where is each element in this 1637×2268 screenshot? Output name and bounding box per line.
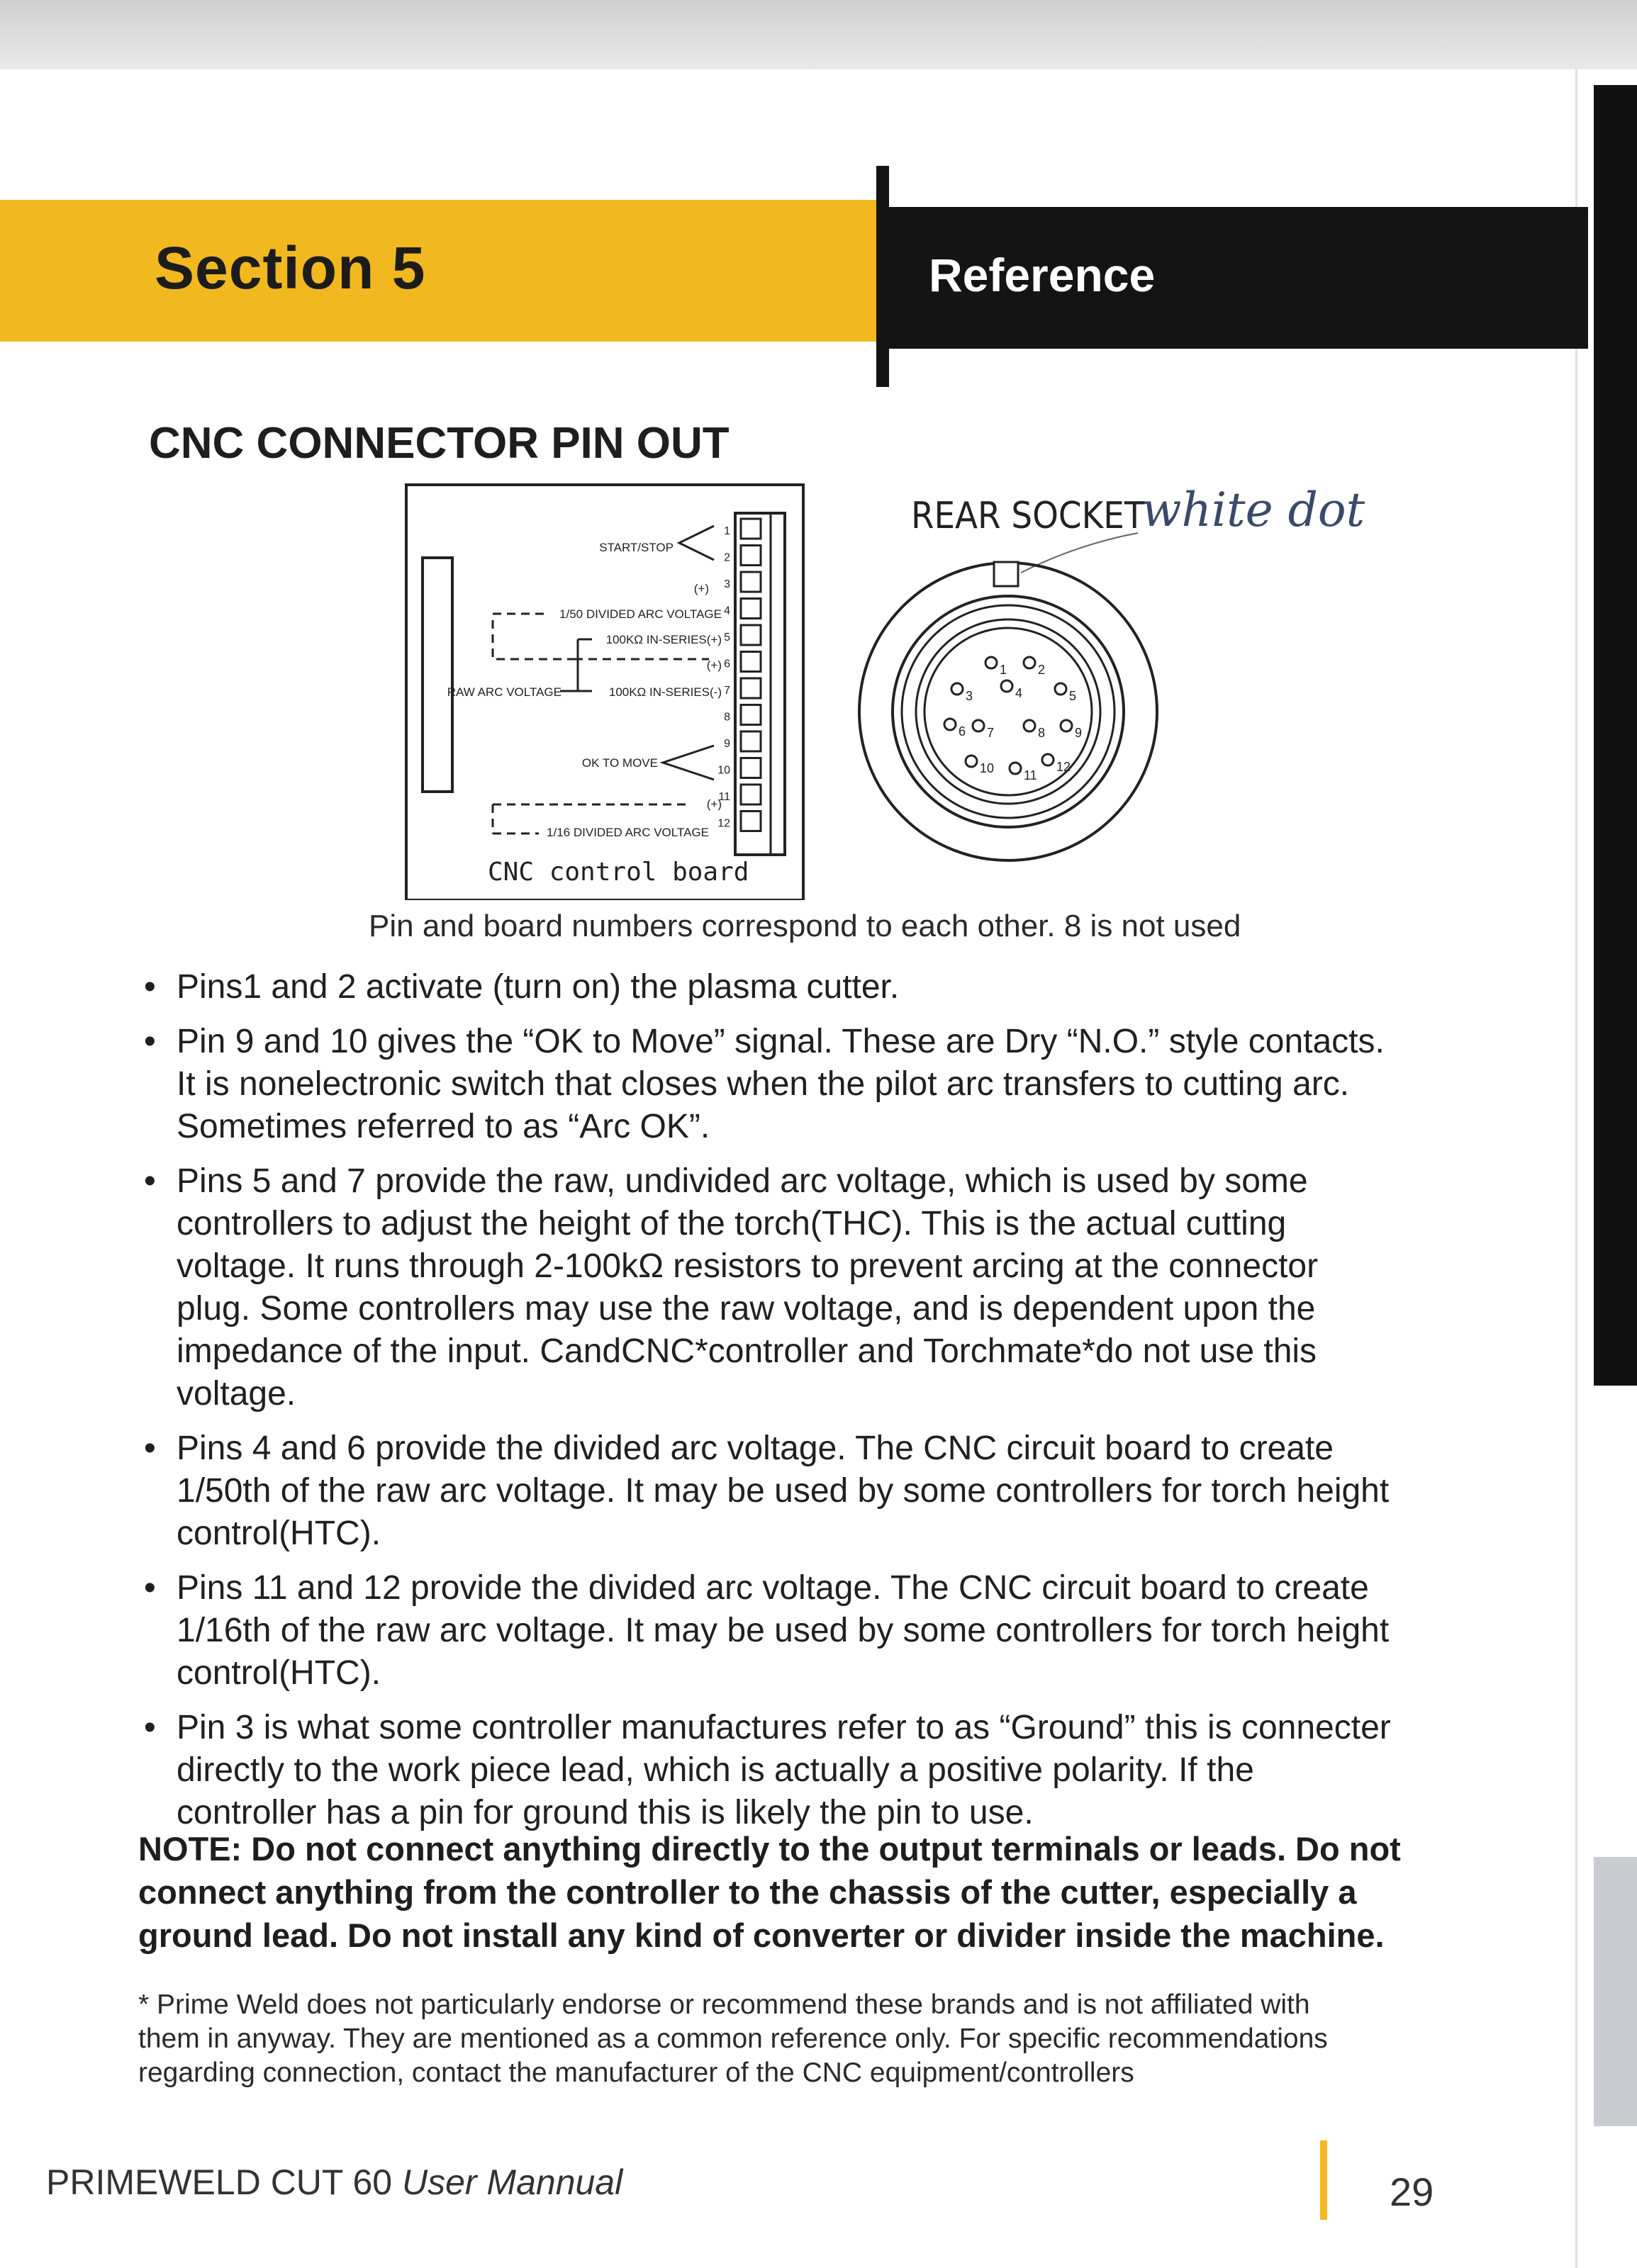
- label-plus-11: (+): [706, 797, 722, 811]
- socket-pin-number: 2: [1038, 663, 1046, 677]
- board-pin-number: 7: [724, 685, 730, 697]
- pinout-diagram: [0, 0, 1637, 900]
- terminal-pin-4: [741, 599, 761, 619]
- terminal-pin-8: [741, 705, 761, 725]
- footer-manual: User Mannual: [401, 2162, 623, 2202]
- socket-pin-9: [1061, 720, 1072, 731]
- footer-title: [46, 2162, 622, 2203]
- socket-key: [994, 562, 1018, 586]
- terminal-pin-11: [741, 785, 761, 804]
- board-pin-number: 8: [724, 711, 730, 724]
- socket-pin-number: 3: [966, 689, 973, 703]
- label-plus-3: (+): [693, 582, 709, 595]
- socket-pin-3: [951, 683, 963, 695]
- socket-pin-12: [1042, 754, 1054, 765]
- socket-pin-number: 9: [1075, 726, 1083, 740]
- scan-right-gray: [1594, 1857, 1637, 2126]
- bullet-item: • Pins 5 and 7 provide the raw, undivided arc voltage, which is used by some controllers to adjust the height of the torch(THC). This is the actual cutting voltage. It runs through 2-100kΩ resistors to prevent arcing at the connector plug. Some controllers may use the raw voltage, and is dependent upon the impedance of the input. CandCNC*controller and Torchmate*do not use this voltage.: [138, 1160, 1400, 1415]
- diagram-caption: Pin and board numbers correspond to each other. 8 is not used: [369, 909, 1241, 943]
- board-pin-number: 1: [724, 525, 730, 537]
- bullet-item: • Pins 4 and 6 provide the divided arc voltage. The CNC circuit board to create 1/50th of the raw arc voltage. It may be used by some controllers for torch height control(HTC).: [138, 1427, 1400, 1555]
- label-series-plus: 100KΩ IN-SERIES(+): [605, 633, 722, 646]
- socket-pin-number: 5: [1069, 689, 1077, 703]
- socket-pin-10: [966, 756, 977, 767]
- terminal-pin-10: [741, 758, 761, 778]
- board-label: CNC control board: [488, 858, 749, 887]
- board-pin-number: 2: [724, 551, 730, 564]
- section-title: Reference: [929, 249, 1156, 301]
- socket-pin-8: [1024, 720, 1035, 731]
- socket-pin-number: 7: [987, 726, 995, 740]
- terminal-pin-1: [741, 519, 761, 539]
- board-pin-number: 4: [724, 605, 730, 617]
- label-raw-arc: RAW ARC VOLTAGE: [447, 685, 562, 699]
- socket-pin-6: [944, 719, 956, 730]
- bullet-item: • Pins 11 and 12 provide the divided arc voltage. The CNC circuit board to create 1/16th of the raw arc voltage. It may be used by some controllers for torch height control(HTC).: [138, 1567, 1400, 1695]
- board-pin-number: 12: [717, 817, 730, 830]
- socket-pin-2: [1024, 657, 1035, 668]
- board-left-slot: [423, 558, 452, 792]
- page-heading: CNC CONNECTOR PIN OUT: [149, 419, 730, 468]
- socket-pin-number: 4: [1015, 686, 1023, 700]
- socket-pin-7: [973, 720, 984, 731]
- socket-pin-number: 10: [980, 761, 995, 775]
- label-plus-6: (+): [706, 658, 722, 672]
- socket-pin-number: 11: [1024, 768, 1037, 782]
- bullet-item: • Pin 3 is what some controller manufactures refer to as “Ground” this is connecter directly to the work piece lead, which is actually a positive polarity. If the controller has a pin for ground this is likely the pin to use.: [138, 1707, 1400, 1834]
- footer-accent-bar: [1320, 2140, 1327, 2220]
- scan-right-mark: [1594, 1357, 1637, 1386]
- socket-pin-number: 8: [1038, 726, 1046, 740]
- page-number: 29: [1390, 2169, 1434, 2214]
- socket-pin-4: [1001, 680, 1012, 692]
- socket-pin-5: [1055, 683, 1066, 695]
- section-number: Section 5: [155, 235, 426, 301]
- label-divided-16: 1/16 DIVIDED ARC VOLTAGE: [547, 826, 709, 839]
- terminal-pin-9: [741, 731, 761, 751]
- warning-note: NOTE: Do not connect anything directly to the output terminals or leads. Do not connect anything from the controller to the chassis of the cutter, especially a ground lead. Do not install any kind of converter or divider inside the machine.: [138, 1830, 1401, 1954]
- terminal-pin-6: [741, 652, 761, 672]
- label-divided-50: 1/50 DIVIDED ARC VOLTAGE: [559, 607, 722, 621]
- label-series-minus: 100KΩ IN-SERIES(-): [608, 685, 722, 699]
- socket-pin-1: [985, 657, 997, 668]
- board-pin-number: 11: [718, 791, 730, 803]
- socket-pin-number: 12: [1056, 760, 1071, 774]
- socket-pin-11: [1010, 763, 1021, 774]
- terminal-pin-12: [741, 812, 761, 831]
- socket-pin-number: 6: [959, 724, 966, 739]
- board-pin-number: 5: [724, 631, 730, 644]
- bullet-item: • Pin 9 and 10 gives the “OK to Move” signal. These are Dry “N.O.” style contacts. It is nonelectronic switch that closes when the pilot arc transfers to cutting arc. Sometimes referred to as “Arc OK”.: [138, 1021, 1400, 1148]
- socket-pin-number: 1: [1000, 663, 1007, 677]
- board-pin-number: 9: [724, 738, 730, 750]
- board-pin-number: 10: [717, 764, 730, 777]
- terminal-pin-7: [741, 678, 761, 698]
- socket-label: REAR SOCKET: [911, 495, 1145, 537]
- footnote: * Prime Weld does not particularly endorse or recommend these brands and is not affiliated with them in anyway. They are mentioned as a common reference only. For specific recommendations regarding connection, contact the manufacturer of the CNC equipment/controllers: [138, 1989, 1328, 2088]
- board-pin-number: 3: [724, 578, 730, 590]
- label-ok-to-move: OK TO MOVE: [581, 756, 658, 770]
- terminal-pin-3: [741, 572, 761, 592]
- label-start-stop: START/STOP: [599, 541, 674, 554]
- footer-brand: PRIMEWELD CUT 60: [46, 2162, 393, 2202]
- terminal-pin-5: [741, 625, 761, 645]
- board-pin-number: 6: [724, 658, 730, 670]
- white-dot-annotation: white dot: [1141, 483, 1365, 537]
- bullet-item: • Pins1 and 2 activate (turn on) the plasma cutter.: [138, 966, 1400, 1009]
- terminal-pin-2: [741, 546, 761, 566]
- bullet-list: [138, 966, 1400, 1846]
